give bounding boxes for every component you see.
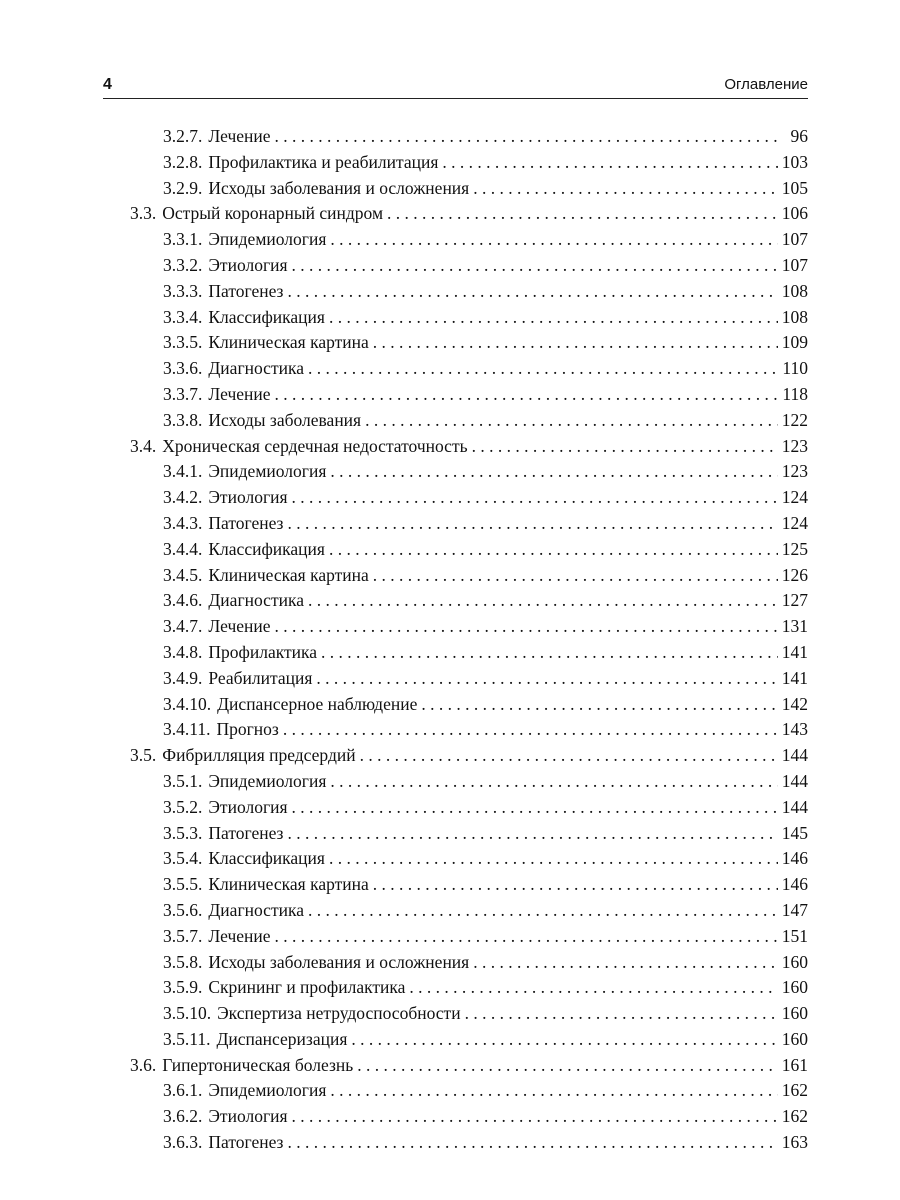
toc-entry-title: Хроническая сердечная недостаточность	[162, 435, 468, 456]
toc-dot-leader	[473, 176, 778, 202]
toc-entry[interactable]	[130, 459, 808, 485]
toc-entry-number: 3.5.8.	[163, 951, 203, 972]
toc-dot-leader	[308, 588, 778, 614]
toc-entry-page: 122	[781, 409, 808, 430]
toc-entry-title: Лечение	[208, 925, 271, 946]
toc-entry[interactable]	[130, 227, 808, 253]
toc-dot-leader	[360, 743, 778, 769]
toc-entry[interactable]	[130, 382, 808, 408]
toc-dot-leader	[473, 950, 778, 976]
toc-entry-number: 3.4.11.	[163, 719, 211, 740]
toc-entry-title: Этиология	[208, 487, 288, 508]
toc-entry[interactable]	[130, 692, 808, 718]
toc-dot-leader	[373, 563, 778, 589]
toc-entry[interactable]	[130, 1078, 808, 1104]
toc-entry[interactable]	[130, 769, 808, 795]
table-of-contents	[130, 124, 808, 1156]
toc-entry-title: Лечение	[208, 616, 271, 637]
toc-entry[interactable]	[130, 537, 808, 563]
toc-entry-title: Клиническая картина	[208, 332, 369, 353]
toc-entry-number: 3.5.5.	[163, 874, 203, 895]
toc-entry-number: 3.3.7.	[163, 383, 203, 404]
toc-dot-leader	[329, 305, 778, 331]
toc-entry-title: Диагностика	[208, 899, 304, 920]
toc-entry-title: Диспансеризация	[216, 1028, 348, 1049]
toc-entry-page: 107	[781, 254, 808, 275]
toc-entry-page: 118	[782, 383, 808, 404]
toc-entry[interactable]	[130, 279, 808, 305]
toc-entry-number: 3.5.7.	[163, 925, 203, 946]
toc-entry-page: 146	[781, 874, 808, 895]
toc-entry-title: Диспансерное наблюдение	[217, 693, 418, 714]
toc-entry-title: Прогноз	[216, 719, 279, 740]
toc-entry-page: 127	[781, 590, 808, 611]
toc-entry-number: 3.5.10.	[163, 1003, 212, 1024]
toc-entry-number: 3.4.3.	[163, 512, 203, 533]
toc-dot-leader	[287, 511, 777, 537]
toc-entry-number: 3.4.10.	[163, 693, 212, 714]
toc-entry-title: Этиология	[208, 796, 288, 817]
toc-entry-page: 105	[781, 177, 808, 198]
running-title: Оглавление	[724, 76, 808, 93]
toc-dot-leader	[329, 537, 778, 563]
toc-entry-number: 3.3.3.	[163, 280, 203, 301]
toc-entry-number: 3.3.4.	[163, 306, 203, 327]
toc-entry-title: Патогенез	[208, 822, 284, 843]
toc-entry[interactable]	[130, 1104, 808, 1130]
toc-dot-leader	[283, 717, 778, 743]
toc-entry-number: 3.3.	[130, 203, 157, 224]
toc-entry-page: 103	[781, 151, 808, 172]
toc-entry-page: 163	[781, 1132, 808, 1153]
toc-entry-title: Клиническая картина	[208, 874, 369, 895]
toc-entry-number: 3.4.1.	[163, 461, 203, 482]
toc-entry-number: 3.4.8.	[163, 641, 203, 662]
toc-entry-title: Исходы заболевания и осложнения	[208, 951, 470, 972]
toc-entry-number: 3.4.7.	[163, 616, 203, 637]
toc-entry[interactable]	[130, 253, 808, 279]
toc-entry-title: Эпидемиология	[208, 1080, 327, 1101]
toc-entry[interactable]	[130, 408, 808, 434]
toc-entry-page: 123	[781, 461, 808, 482]
toc-entry-page: 123	[781, 435, 808, 456]
toc-dot-leader	[373, 872, 778, 898]
toc-entry-page: 146	[781, 848, 808, 869]
toc-entry-title: Этиология	[208, 1106, 288, 1127]
toc-dot-leader	[275, 382, 779, 408]
toc-entry-number: 3.6.3.	[163, 1132, 203, 1153]
toc-entry-page: 144	[781, 770, 808, 791]
toc-entry-page: 141	[781, 667, 808, 688]
toc-entry-title: Профилактика и реабилитация	[208, 151, 439, 172]
toc-entry-page: 141	[781, 641, 808, 662]
toc-dot-leader	[351, 1027, 777, 1053]
toc-entry-page: 144	[781, 745, 808, 766]
toc-entry-number: 3.4.6.	[163, 590, 203, 611]
toc-entry[interactable]	[130, 872, 808, 898]
toc-entry-number: 3.5.3.	[163, 822, 203, 843]
toc-dot-leader	[421, 692, 777, 718]
toc-entry-page: 162	[781, 1106, 808, 1127]
toc-entry[interactable]	[130, 150, 808, 176]
toc-dot-leader	[442, 150, 777, 176]
toc-entry-page: 107	[781, 229, 808, 250]
toc-dot-leader	[292, 795, 778, 821]
toc-entry-number: 3.3.2.	[163, 254, 203, 275]
toc-entry[interactable]	[130, 588, 808, 614]
toc-entry[interactable]	[130, 1130, 808, 1156]
toc-entry[interactable]	[130, 666, 808, 692]
toc-entry-number: 3.2.7.	[163, 126, 203, 146]
toc-entry-number: 3.4.5.	[163, 564, 203, 585]
toc-entry-title: Фибрилляция предсердий	[162, 745, 356, 766]
toc-entry[interactable]	[130, 356, 808, 382]
toc-entry-page: 131	[781, 616, 808, 637]
toc-dot-leader	[330, 1078, 777, 1104]
toc-entry[interactable]	[130, 821, 808, 847]
toc-entry[interactable]	[130, 330, 808, 356]
toc-entry-title: Патогенез	[208, 280, 284, 301]
toc-entry-page: 125	[781, 538, 808, 559]
toc-dot-leader	[409, 975, 777, 1001]
toc-entry-number: 3.3.1.	[163, 229, 203, 250]
toc-entry-page: 151	[781, 925, 808, 946]
toc-dot-leader	[287, 821, 777, 847]
toc-entry[interactable]	[130, 950, 808, 976]
toc-entry-number: 3.5.1.	[163, 770, 203, 791]
toc-entry-number: 3.4.2.	[163, 487, 203, 508]
toc-entry-page: 147	[781, 899, 808, 920]
toc-entry[interactable]	[130, 846, 808, 872]
toc-dot-leader	[472, 434, 778, 460]
toc-dot-leader	[275, 124, 782, 150]
toc-entry-title: Эпидемиология	[208, 229, 327, 250]
toc-entry-page: 124	[781, 487, 808, 508]
toc-entry-title: Эпидемиология	[208, 770, 327, 791]
toc-dot-leader	[275, 924, 778, 950]
toc-dot-leader	[329, 846, 778, 872]
toc-entry-title: Классификация	[208, 538, 325, 559]
toc-entry[interactable]	[130, 201, 808, 227]
toc-entry-title: Экспертиза нетрудоспособности	[217, 1003, 461, 1024]
toc-dot-leader	[465, 1001, 778, 1027]
toc-entry[interactable]	[130, 434, 808, 460]
toc-dot-leader	[292, 1104, 778, 1130]
toc-dot-leader	[287, 279, 777, 305]
toc-entry-title: Гипертоническая болезнь	[162, 1054, 354, 1075]
toc-dot-leader	[292, 253, 778, 279]
toc-entry-title: Реабилитация	[208, 667, 313, 688]
toc-dot-leader	[275, 614, 778, 640]
toc-entry[interactable]	[130, 563, 808, 589]
toc-entry-page: 124	[781, 512, 808, 533]
toc-entry-page: 160	[781, 1028, 808, 1049]
toc-entry-number: 3.2.8.	[163, 151, 203, 172]
toc-entry-title: Патогенез	[208, 512, 284, 533]
toc-dot-leader	[287, 1130, 777, 1156]
toc-dot-leader	[330, 769, 777, 795]
toc-entry-number: 3.6.2.	[163, 1106, 203, 1127]
toc-entry-page: 126	[781, 564, 808, 585]
toc-entry-page: 96	[790, 126, 808, 146]
toc-entry[interactable]	[130, 795, 808, 821]
toc-dot-leader	[308, 898, 778, 924]
toc-entry-page: 160	[781, 977, 808, 998]
toc-entry-number: 3.4.4.	[163, 538, 203, 559]
toc-dot-leader	[330, 227, 777, 253]
toc-entry-title: Эпидемиология	[208, 461, 327, 482]
toc-dot-leader	[330, 459, 777, 485]
page-number: 4	[103, 76, 112, 93]
toc-entry-title: Исходы заболевания	[208, 409, 362, 430]
toc-entry-number: 3.3.8.	[163, 409, 203, 430]
toc-dot-leader	[292, 485, 778, 511]
toc-entry-page: 160	[781, 1003, 808, 1024]
toc-entry-number: 3.3.6.	[163, 358, 203, 379]
toc-entry[interactable]	[130, 924, 808, 950]
toc-dot-leader	[357, 1053, 778, 1079]
header-rule	[103, 98, 808, 99]
toc-entry-page: 106	[781, 203, 808, 224]
toc-entry-title: Диагностика	[208, 358, 304, 379]
toc-entry-number: 3.5.11.	[163, 1028, 211, 1049]
toc-entry-title: Патогенез	[208, 1132, 284, 1153]
toc-entry[interactable]	[130, 614, 808, 640]
toc-entry[interactable]	[130, 1027, 808, 1053]
toc-entry-title: Лечение	[208, 126, 271, 146]
toc-entry[interactable]	[130, 176, 808, 202]
toc-entry-title: Клиническая картина	[208, 564, 369, 585]
toc-entry[interactable]	[130, 640, 808, 666]
toc-entry-page: 108	[781, 306, 808, 327]
toc-entry[interactable]	[130, 898, 808, 924]
toc-dot-leader	[365, 408, 778, 434]
toc-entry-number: 3.6.	[130, 1054, 157, 1075]
toc-entry-title: Диагностика	[208, 590, 304, 611]
toc-dot-leader	[321, 640, 778, 666]
toc-entry-number: 3.4.	[130, 435, 157, 456]
toc-entry-number: 3.6.1.	[163, 1080, 203, 1101]
toc-dot-leader	[387, 201, 778, 227]
toc-entry-number: 3.5.6.	[163, 899, 203, 920]
toc-entry-page: 143	[781, 719, 808, 740]
toc-entry-page: 110	[782, 358, 808, 379]
toc-entry-title: Острый коронарный синдром	[162, 203, 384, 224]
toc-entry-page: 144	[781, 796, 808, 817]
toc-entry-title: Профилактика	[208, 641, 318, 662]
toc-entry[interactable]	[130, 485, 808, 511]
toc-entry[interactable]	[130, 975, 808, 1001]
toc-entry-number: 3.5.4.	[163, 848, 203, 869]
toc-dot-leader	[373, 330, 778, 356]
toc-entry[interactable]	[130, 124, 808, 150]
toc-entry-page: 161	[781, 1054, 808, 1075]
toc-dot-leader	[316, 666, 777, 692]
toc-entry-number: 3.5.9.	[163, 977, 203, 998]
toc-entry-number: 3.4.9.	[163, 667, 203, 688]
toc-entry[interactable]	[130, 511, 808, 537]
toc-entry-page: 109	[781, 332, 808, 353]
toc-entry-number: 3.3.5.	[163, 332, 203, 353]
toc-entry[interactable]	[130, 1001, 808, 1027]
toc-entry-title: Классификация	[208, 848, 325, 869]
toc-entry[interactable]	[130, 305, 808, 331]
toc-entry-title: Классификация	[208, 306, 325, 327]
toc-entry-number: 3.5.	[130, 745, 157, 766]
toc-entry[interactable]	[130, 717, 808, 743]
toc-entry[interactable]	[130, 1053, 808, 1079]
toc-entry-number: 3.5.2.	[163, 796, 203, 817]
toc-dot-leader	[308, 356, 778, 382]
toc-entry-number: 3.2.9.	[163, 177, 203, 198]
toc-entry-page: 108	[781, 280, 808, 301]
page-header	[103, 76, 808, 106]
toc-entry-title: Исходы заболевания и осложнения	[208, 177, 470, 198]
toc-entry-title: Скрининг и профилактика	[208, 977, 406, 998]
toc-entry[interactable]	[130, 743, 808, 769]
toc-entry-page: 142	[781, 693, 808, 714]
toc-entry-title: Этиология	[208, 254, 288, 275]
toc-entry-title: Лечение	[208, 383, 271, 404]
toc-entry-page: 145	[781, 822, 808, 843]
toc-entry-page: 160	[781, 951, 808, 972]
toc-entry-page: 162	[781, 1080, 808, 1101]
